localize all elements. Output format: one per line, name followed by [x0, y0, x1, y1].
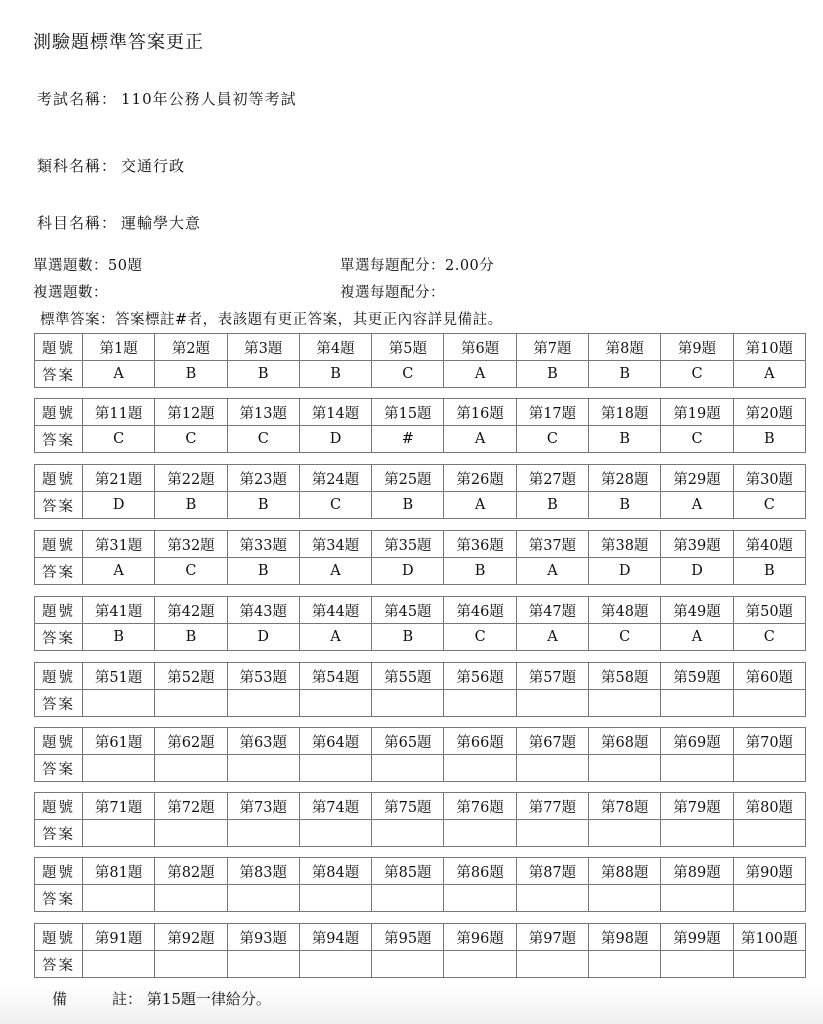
answer-cell: [516, 755, 588, 782]
question-number: 第67題: [516, 728, 588, 755]
multi-count-line: [33, 281, 108, 302]
question-number: 第42題: [155, 597, 227, 624]
question-number: 第7題: [516, 334, 588, 361]
row-label: 答案: [35, 755, 83, 782]
answer-table: [34, 530, 806, 585]
answer-cell: B: [444, 558, 516, 585]
answer-row: [35, 755, 806, 782]
question-number: 第22題: [155, 465, 227, 492]
question-row: [35, 531, 806, 558]
question-number: 第6題: [444, 334, 516, 361]
question-number: 第87題: [516, 858, 588, 885]
answer-cell: B: [516, 361, 588, 388]
answer-cell: B: [227, 492, 299, 519]
answer-cell: [227, 820, 299, 847]
question-number: 第49題: [661, 597, 733, 624]
answer-cell: [444, 690, 516, 717]
answer-cell: C: [733, 624, 805, 651]
remark-text: 第15題一律給分。: [146, 990, 271, 1008]
answer-cell: [83, 820, 155, 847]
answer-row: [35, 426, 806, 453]
question-number: 第57題: [516, 663, 588, 690]
multi-score-line: [340, 281, 445, 302]
question-number: 第37題: [516, 531, 588, 558]
question-number: 第55題: [372, 663, 444, 690]
answer-cell: D: [299, 426, 371, 453]
question-number: 第72題: [155, 793, 227, 820]
single-score-label: 單選每題配分：: [340, 258, 445, 274]
question-number: 第12題: [155, 399, 227, 426]
row-label: 題號: [35, 531, 83, 558]
question-number: 第11題: [83, 399, 155, 426]
question-number: 第71題: [83, 793, 155, 820]
answer-cell: [227, 690, 299, 717]
answer-cell: [372, 820, 444, 847]
question-number: 第23題: [227, 465, 299, 492]
answer-cell: [227, 885, 299, 912]
answer-cell: [372, 690, 444, 717]
question-number: 第46題: [444, 597, 516, 624]
answer-cell: [733, 690, 805, 717]
answer-table: [34, 923, 806, 978]
standard-answer-note: 標準答案：答案標註#者，表該題有更正答案，其更正內容詳見備註。: [40, 312, 503, 328]
answer-cell: D: [83, 492, 155, 519]
question-number: 第84題: [299, 858, 371, 885]
answer-cell: [83, 885, 155, 912]
question-number: 第76題: [444, 793, 516, 820]
answer-cell: B: [589, 426, 661, 453]
answer-cell: B: [155, 492, 227, 519]
answer-cell: [516, 820, 588, 847]
subject-value: 運輸學大意: [121, 214, 202, 232]
answer-table: [34, 792, 806, 847]
answer-cell: B: [227, 558, 299, 585]
row-label: 題號: [35, 399, 83, 426]
answer-cell: [155, 885, 227, 912]
category-value: 交通行政: [121, 157, 186, 175]
answer-cell: B: [372, 492, 444, 519]
question-number: 第3題: [227, 334, 299, 361]
answer-cell: [299, 820, 371, 847]
answer-cell: [83, 690, 155, 717]
answer-cell: A: [661, 624, 733, 651]
question-number: 第43題: [227, 597, 299, 624]
question-number: 第95題: [372, 924, 444, 951]
question-number: 第41題: [83, 597, 155, 624]
row-label: 答案: [35, 426, 83, 453]
answer-cell: C: [589, 624, 661, 651]
row-label: 題號: [35, 663, 83, 690]
question-number: 第100題: [733, 924, 805, 951]
answer-row: [35, 690, 806, 717]
question-number: 第85題: [372, 858, 444, 885]
answer-cell: D: [372, 558, 444, 585]
question-number: 第19題: [661, 399, 733, 426]
answer-cell: B: [155, 361, 227, 388]
question-number: 第77題: [516, 793, 588, 820]
question-number: 第60題: [733, 663, 805, 690]
answer-row: [35, 492, 806, 519]
question-row: [35, 465, 806, 492]
answer-cell: A: [661, 492, 733, 519]
answer-cell: A: [299, 624, 371, 651]
row-label: 答案: [35, 361, 83, 388]
question-number: 第88題: [589, 858, 661, 885]
question-number: 第44題: [299, 597, 371, 624]
answer-cell: [661, 820, 733, 847]
answer-cell: C: [83, 426, 155, 453]
answer-cell: B: [733, 426, 805, 453]
question-row: [35, 858, 806, 885]
answer-table: [34, 333, 806, 388]
answer-cell: D: [227, 624, 299, 651]
exam-name-line: [37, 88, 297, 109]
question-number: 第69題: [661, 728, 733, 755]
question-number: 第2題: [155, 334, 227, 361]
question-number: 第56題: [444, 663, 516, 690]
remark-label-2: 註：: [112, 990, 143, 1008]
question-number: 第75題: [372, 793, 444, 820]
answer-cell: [372, 885, 444, 912]
question-number: 第38題: [589, 531, 661, 558]
answer-cell: [83, 951, 155, 978]
question-number: 第63題: [227, 728, 299, 755]
row-label: 題號: [35, 858, 83, 885]
answer-cell: B: [227, 361, 299, 388]
question-number: 第86題: [444, 858, 516, 885]
row-label: 題號: [35, 728, 83, 755]
answer-cell: [155, 690, 227, 717]
answer-cell: B: [372, 624, 444, 651]
question-number: 第93題: [227, 924, 299, 951]
question-number: 第48題: [589, 597, 661, 624]
answer-cell: [589, 755, 661, 782]
question-number: 第79題: [661, 793, 733, 820]
answer-cell: [516, 951, 588, 978]
question-number: 第73題: [227, 793, 299, 820]
question-number: 第28題: [589, 465, 661, 492]
question-number: 第58題: [589, 663, 661, 690]
answer-cell: [589, 690, 661, 717]
answer-cell: [733, 755, 805, 782]
answer-cell: [661, 885, 733, 912]
question-number: 第53題: [227, 663, 299, 690]
question-number: 第30題: [733, 465, 805, 492]
row-label: 題號: [35, 793, 83, 820]
answer-cell: B: [589, 361, 661, 388]
question-number: 第65題: [372, 728, 444, 755]
answer-cell: B: [733, 558, 805, 585]
question-row: [35, 334, 806, 361]
question-number: 第66題: [444, 728, 516, 755]
answer-cell: A: [83, 361, 155, 388]
answer-cell: [661, 951, 733, 978]
question-number: 第32題: [155, 531, 227, 558]
answer-cell: B: [516, 492, 588, 519]
question-number: 第29題: [661, 465, 733, 492]
question-number: 第62題: [155, 728, 227, 755]
question-number: 第90題: [733, 858, 805, 885]
question-row: [35, 663, 806, 690]
answer-cell: [299, 951, 371, 978]
answer-row: [35, 558, 806, 585]
question-number: 第10題: [733, 334, 805, 361]
answer-cell: [444, 951, 516, 978]
answer-cell: [661, 755, 733, 782]
question-number: 第8題: [589, 334, 661, 361]
answer-cell: [227, 755, 299, 782]
answer-cell: C: [299, 492, 371, 519]
question-number: 第78題: [589, 793, 661, 820]
answer-cell: C: [661, 361, 733, 388]
question-number: 第5題: [372, 334, 444, 361]
row-label: 答案: [35, 885, 83, 912]
answer-cell: A: [444, 361, 516, 388]
question-number: 第25題: [372, 465, 444, 492]
question-number: 第50題: [733, 597, 805, 624]
question-number: 第16題: [444, 399, 516, 426]
subject-label: 科目名稱：: [37, 214, 118, 232]
question-row: [35, 793, 806, 820]
row-label: 題號: [35, 597, 83, 624]
answer-cell: [733, 820, 805, 847]
answer-cell: [83, 755, 155, 782]
answer-cell: A: [444, 492, 516, 519]
answer-table: [34, 464, 806, 519]
question-number: 第94題: [299, 924, 371, 951]
question-number: 第81題: [83, 858, 155, 885]
question-number: 第13題: [227, 399, 299, 426]
row-label: 題號: [35, 465, 83, 492]
answer-cell: C: [155, 426, 227, 453]
answer-cell: [299, 755, 371, 782]
question-row: [35, 597, 806, 624]
question-number: 第39題: [661, 531, 733, 558]
question-number: 第35題: [372, 531, 444, 558]
answer-cell: C: [155, 558, 227, 585]
question-number: 第14題: [299, 399, 371, 426]
answer-cell: C: [733, 492, 805, 519]
answer-cell: A: [444, 426, 516, 453]
question-number: 第31題: [83, 531, 155, 558]
question-row: [35, 728, 806, 755]
answer-cell: [516, 885, 588, 912]
question-number: 第9題: [661, 334, 733, 361]
question-number: 第64題: [299, 728, 371, 755]
remark-line: [52, 988, 271, 1009]
answer-cell: [155, 755, 227, 782]
answer-cell: [155, 820, 227, 847]
single-score-value: 2.00分: [445, 258, 495, 274]
row-label: 答案: [35, 492, 83, 519]
answer-cell: [155, 951, 227, 978]
answer-table: [34, 596, 806, 651]
answer-row: [35, 885, 806, 912]
answer-row: [35, 951, 806, 978]
question-number: 第54題: [299, 663, 371, 690]
answer-cell: A: [83, 558, 155, 585]
answer-cell: [444, 820, 516, 847]
question-number: 第4題: [299, 334, 371, 361]
question-number: 第17題: [516, 399, 588, 426]
answer-cell: [516, 690, 588, 717]
answer-cell: A: [516, 624, 588, 651]
answer-cell: D: [589, 558, 661, 585]
answer-cell: B: [155, 624, 227, 651]
question-row: [35, 399, 806, 426]
single-count-label: 單選題數：: [33, 258, 108, 274]
question-number: 第26題: [444, 465, 516, 492]
answer-cell: A: [733, 361, 805, 388]
question-number: 第83題: [227, 858, 299, 885]
answer-table: [34, 857, 806, 912]
answer-cell: [227, 951, 299, 978]
exam-name-label: 考試名稱：: [37, 90, 118, 108]
question-number: 第98題: [589, 924, 661, 951]
answer-row: [35, 820, 806, 847]
question-number: 第51題: [83, 663, 155, 690]
answer-cell: A: [516, 558, 588, 585]
answer-cell: C: [372, 361, 444, 388]
answer-cell: [589, 885, 661, 912]
page-title: 測驗題標準答案更正: [33, 32, 204, 53]
answer-cell: [372, 951, 444, 978]
answer-cell: [589, 951, 661, 978]
question-number: 第52題: [155, 663, 227, 690]
question-number: 第40題: [733, 531, 805, 558]
question-number: 第96題: [444, 924, 516, 951]
answer-table: [34, 398, 806, 453]
row-label: 答案: [35, 558, 83, 585]
answer-cell: [299, 885, 371, 912]
question-number: 第24題: [299, 465, 371, 492]
question-number: 第80題: [733, 793, 805, 820]
answer-cell: [733, 951, 805, 978]
question-number: 第70題: [733, 728, 805, 755]
question-number: 第92題: [155, 924, 227, 951]
answer-cell: A: [299, 558, 371, 585]
answer-cell: [733, 885, 805, 912]
category-line: [37, 155, 185, 176]
question-number: 第89題: [661, 858, 733, 885]
question-number: 第68題: [589, 728, 661, 755]
single-count-value: 50題: [108, 258, 143, 274]
exam-name-value: 110年公務人員初等考試: [121, 90, 297, 108]
question-number: 第20題: [733, 399, 805, 426]
question-number: 第91題: [83, 924, 155, 951]
row-label: 答案: [35, 951, 83, 978]
multi-score-label: 複選每題配分：: [340, 285, 445, 301]
row-label: 答案: [35, 820, 83, 847]
row-label: 答案: [35, 624, 83, 651]
question-number: 第47題: [516, 597, 588, 624]
question-number: 第18題: [589, 399, 661, 426]
answer-cell: C: [516, 426, 588, 453]
question-number: 第34題: [299, 531, 371, 558]
row-label: 答案: [35, 690, 83, 717]
question-number: 第97題: [516, 924, 588, 951]
category-label: 類科名稱：: [37, 157, 118, 175]
answer-cell: #: [372, 426, 444, 453]
question-row: [35, 924, 806, 951]
question-number: 第21題: [83, 465, 155, 492]
answer-cell: [299, 690, 371, 717]
answer-cell: [589, 820, 661, 847]
question-number: 第15題: [372, 399, 444, 426]
answer-cell: [444, 885, 516, 912]
answer-cell: [372, 755, 444, 782]
question-number: 第99題: [661, 924, 733, 951]
question-number: 第59題: [661, 663, 733, 690]
question-number: 第45題: [372, 597, 444, 624]
question-number: 第82題: [155, 858, 227, 885]
question-number: 第36題: [444, 531, 516, 558]
question-number: 第27題: [516, 465, 588, 492]
answer-cell: [444, 755, 516, 782]
row-label: 題號: [35, 334, 83, 361]
answer-row: [35, 361, 806, 388]
answer-cell: B: [83, 624, 155, 651]
answer-cell: C: [661, 426, 733, 453]
answer-cell: D: [661, 558, 733, 585]
single-score-line: [340, 254, 494, 275]
single-count-line: [33, 254, 142, 275]
answer-table: [34, 727, 806, 782]
answer-cell: C: [444, 624, 516, 651]
question-number: 第74題: [299, 793, 371, 820]
answer-cell: [661, 690, 733, 717]
remark-label-1: 備: [52, 990, 68, 1008]
answer-row: [35, 624, 806, 651]
answer-cell: B: [589, 492, 661, 519]
answer-cell: C: [227, 426, 299, 453]
question-number: 第33題: [227, 531, 299, 558]
subject-line: [37, 212, 201, 233]
multi-count-label: 複選題數：: [33, 285, 108, 301]
question-number: 第61題: [83, 728, 155, 755]
answer-table: [34, 662, 806, 717]
answer-cell: B: [299, 361, 371, 388]
row-label: 題號: [35, 924, 83, 951]
question-number: 第1題: [83, 334, 155, 361]
